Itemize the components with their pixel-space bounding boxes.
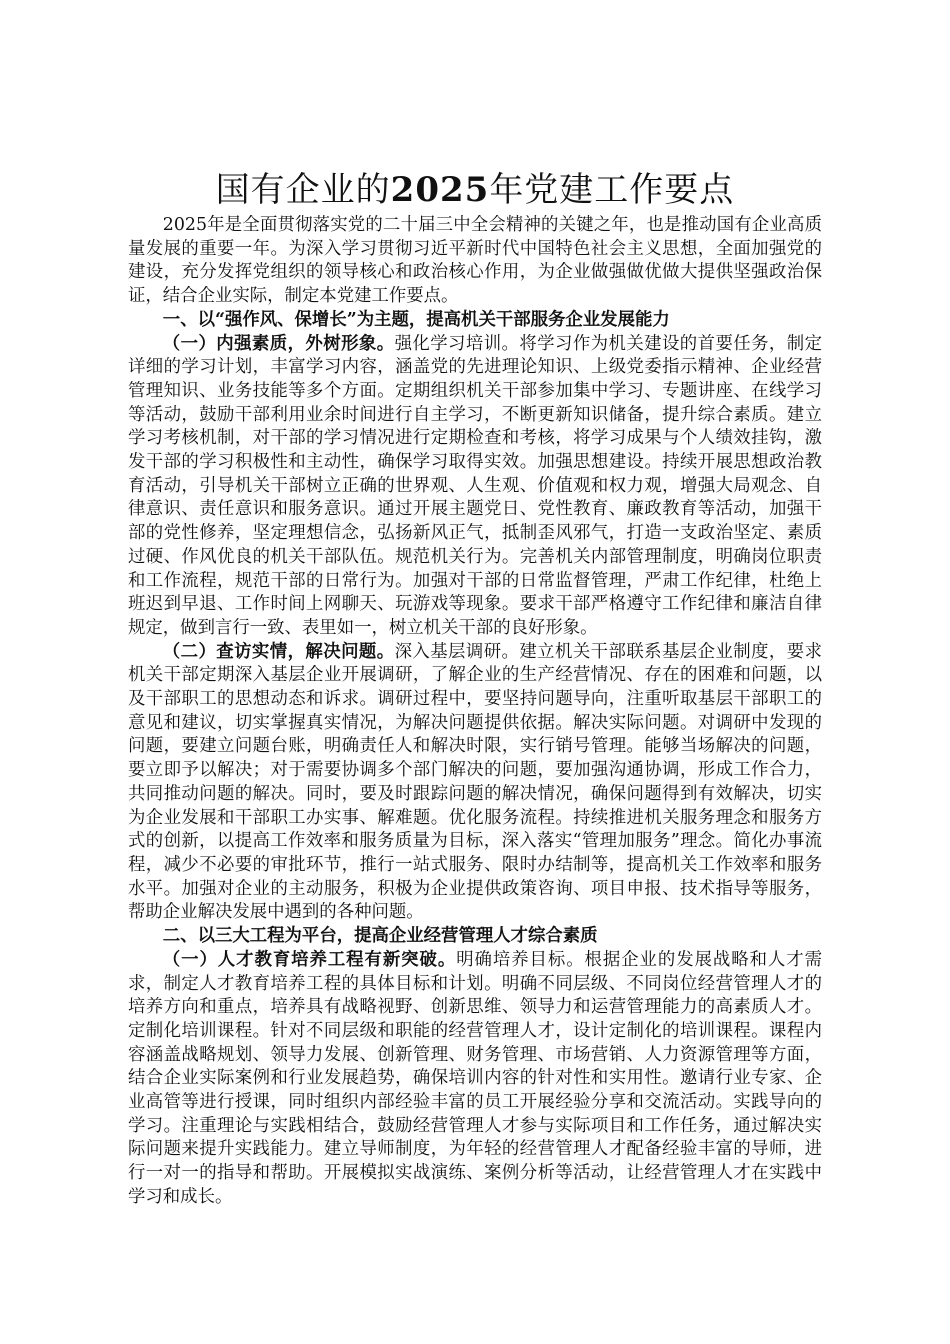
subsection-lead: （一）人才教育培养工程有新突破。 xyxy=(162,949,457,970)
paragraph-text: 明确培养目标。根据企业的发展战略和人才需求，制定人才教育培养工程的具体目标和计划。明确不同层级、不同岗位经营管理人才的培养方向和重点，培养具有战略视野、创新思维、领导力和运营管理能力的高素质人才。定制化培训课程。针对不同层级和职能的经营管理人才，设计定制化的培训课程。课程内容涵盖战略规划、领导力发展、创新管理、财务管理、市场营销、人力资源管理等方面，结合企业实际案例和行业发展趋势，确保培训内容的针对性和实用性。邀请行业专家、企业高管等进行授课，同时组织内部经验丰富的员工开展经验分享和交流活动。实践导向的学习。注重理论与实践相结合，鼓励经营管理人才参与实际项目和工作任务，通过解决实际问题来提升实践能力。建立导师制度，为年轻的经营管理人才配备经验丰富的导师，进行一对一的指导和帮助。开展模拟实战演练、案例分析等活动，让经营管理人才在实践中学习和成长。 xyxy=(128,949,822,1207)
heading-text: 一、以“强作风、保增长”为主题，提高机关干部服务企业发展能力 xyxy=(162,309,670,330)
paragraph-text: 强化学习培训。将学习作为机关建设的首要任务，制定详细的学习计划，丰富学习内容，涵盖党的先进理论知识、上级党委指示精神、企业经营管理知识、业务技能等多个方面。定期组织机关干部参加集中学习、专题讲座、在线学习等活动，鼓励干部利用业余时间进行自主学习，不断更新知识储备，提升综合素质。建立学习考核机制，对干部的学习情况进行定期检查和考核，将学习成果与个人绩效挂钩，激发干部的学习积极性和主动性，确保学习取得实效。加强思想建设。持续开展思想政治教育活动，引导机关干部树立正确的世界观、人生观、价值观和权力观，增强大局观念、自律意识、责任意识和服务意识。通过开展主题党日、党性教育、廉政教育等活动，加强干部的党性修养，坚定理想信念，弘扬新风正气，抵制歪风邪气，打造一支政治坚定、素质过硬、作风优良的机关干部队伍。规范机关行为。完善机关内部管理制度，明确岗位职责和工作流程，规范干部的日常行为。加强对干部的日常监督管理，严肃工作纪律，杜绝上班迟到早退、工作时间上网聊天、玩游戏等现象。要求干部严格遵守工作纪律和廉洁自律规定，做到言行一致、表里如一，树立机关干部的良好形象。 xyxy=(128,333,822,638)
subsection-2-1 xyxy=(128,949,822,1210)
document-page xyxy=(128,168,822,1210)
paragraph-text: 2025年是全面贯彻落实党的二十届三中全会精神的关键之年，也是推动国有企业高质量发展的重要一年。为深入学习贯彻习近平新时代中国特色社会主义思想，全面加强党的建设，充分发挥党组织的领导核心和政治核心作用，为企业做强做优做大提供坚强政治保证，结合企业实际，制定本党建工作要点。 xyxy=(128,215,822,307)
subsection-1-1 xyxy=(128,333,822,641)
paragraph-text: 深入基层调研。建立机关干部联系基层企业制度，要求机关干部定期深入基层企业开展调研，了解企业的生产经营情况、存在的困难和问题，以及干部职工的思想动态和诉求。调研过程中，要坚持问题导向，注重听取基层干部职工的意见和建议，切实掌握真实情况，为解决问题提供依据。解决实际问题。对调研中发现的问题，要建立问题台账，明确责任人和解决时限，实行销号管理。能够当场解决的问题，要立即予以解决；对于需要协调多个部门解决的问题，要加强沟通协调，形成工作合力，共同推动问题的解决。同时，要及时跟踪问题的解决情况，确保问题得到有效解决，切实为企业发展和干部职工办实事、解难题。优化服务流程。持续推进机关服务理念和服务方式的创新，以提高工作效率和服务质量为目标，深入落实“管理加服务”理念。简化办事流程，减少不必要的审批环节，推行一站式服务、限时办结制等，提高机关工作效率和服务水平。加强对企业的主动服务，积极为企业提供政策咨询、项目申报、技术指导等服务，帮助企业解决发展中遇到的各种问题。 xyxy=(128,641,822,923)
subsection-1-2 xyxy=(128,641,822,925)
subsection-lead: （二）查访实情，解决问题。 xyxy=(162,641,395,662)
document-title xyxy=(128,168,822,212)
heading-text: 二、以三大工程为平台，提高企业经营管理人才综合素质 xyxy=(162,926,598,947)
section-heading-2 xyxy=(128,925,822,949)
title-year: 2025 xyxy=(390,170,490,210)
section-heading-1 xyxy=(128,309,822,333)
title-prefix: 国有企业的 xyxy=(215,170,391,210)
title-suffix: 年党建工作要点 xyxy=(489,170,735,210)
intro-paragraph xyxy=(128,214,822,309)
subsection-lead: （一）内强素质，外树形象。 xyxy=(162,333,395,354)
